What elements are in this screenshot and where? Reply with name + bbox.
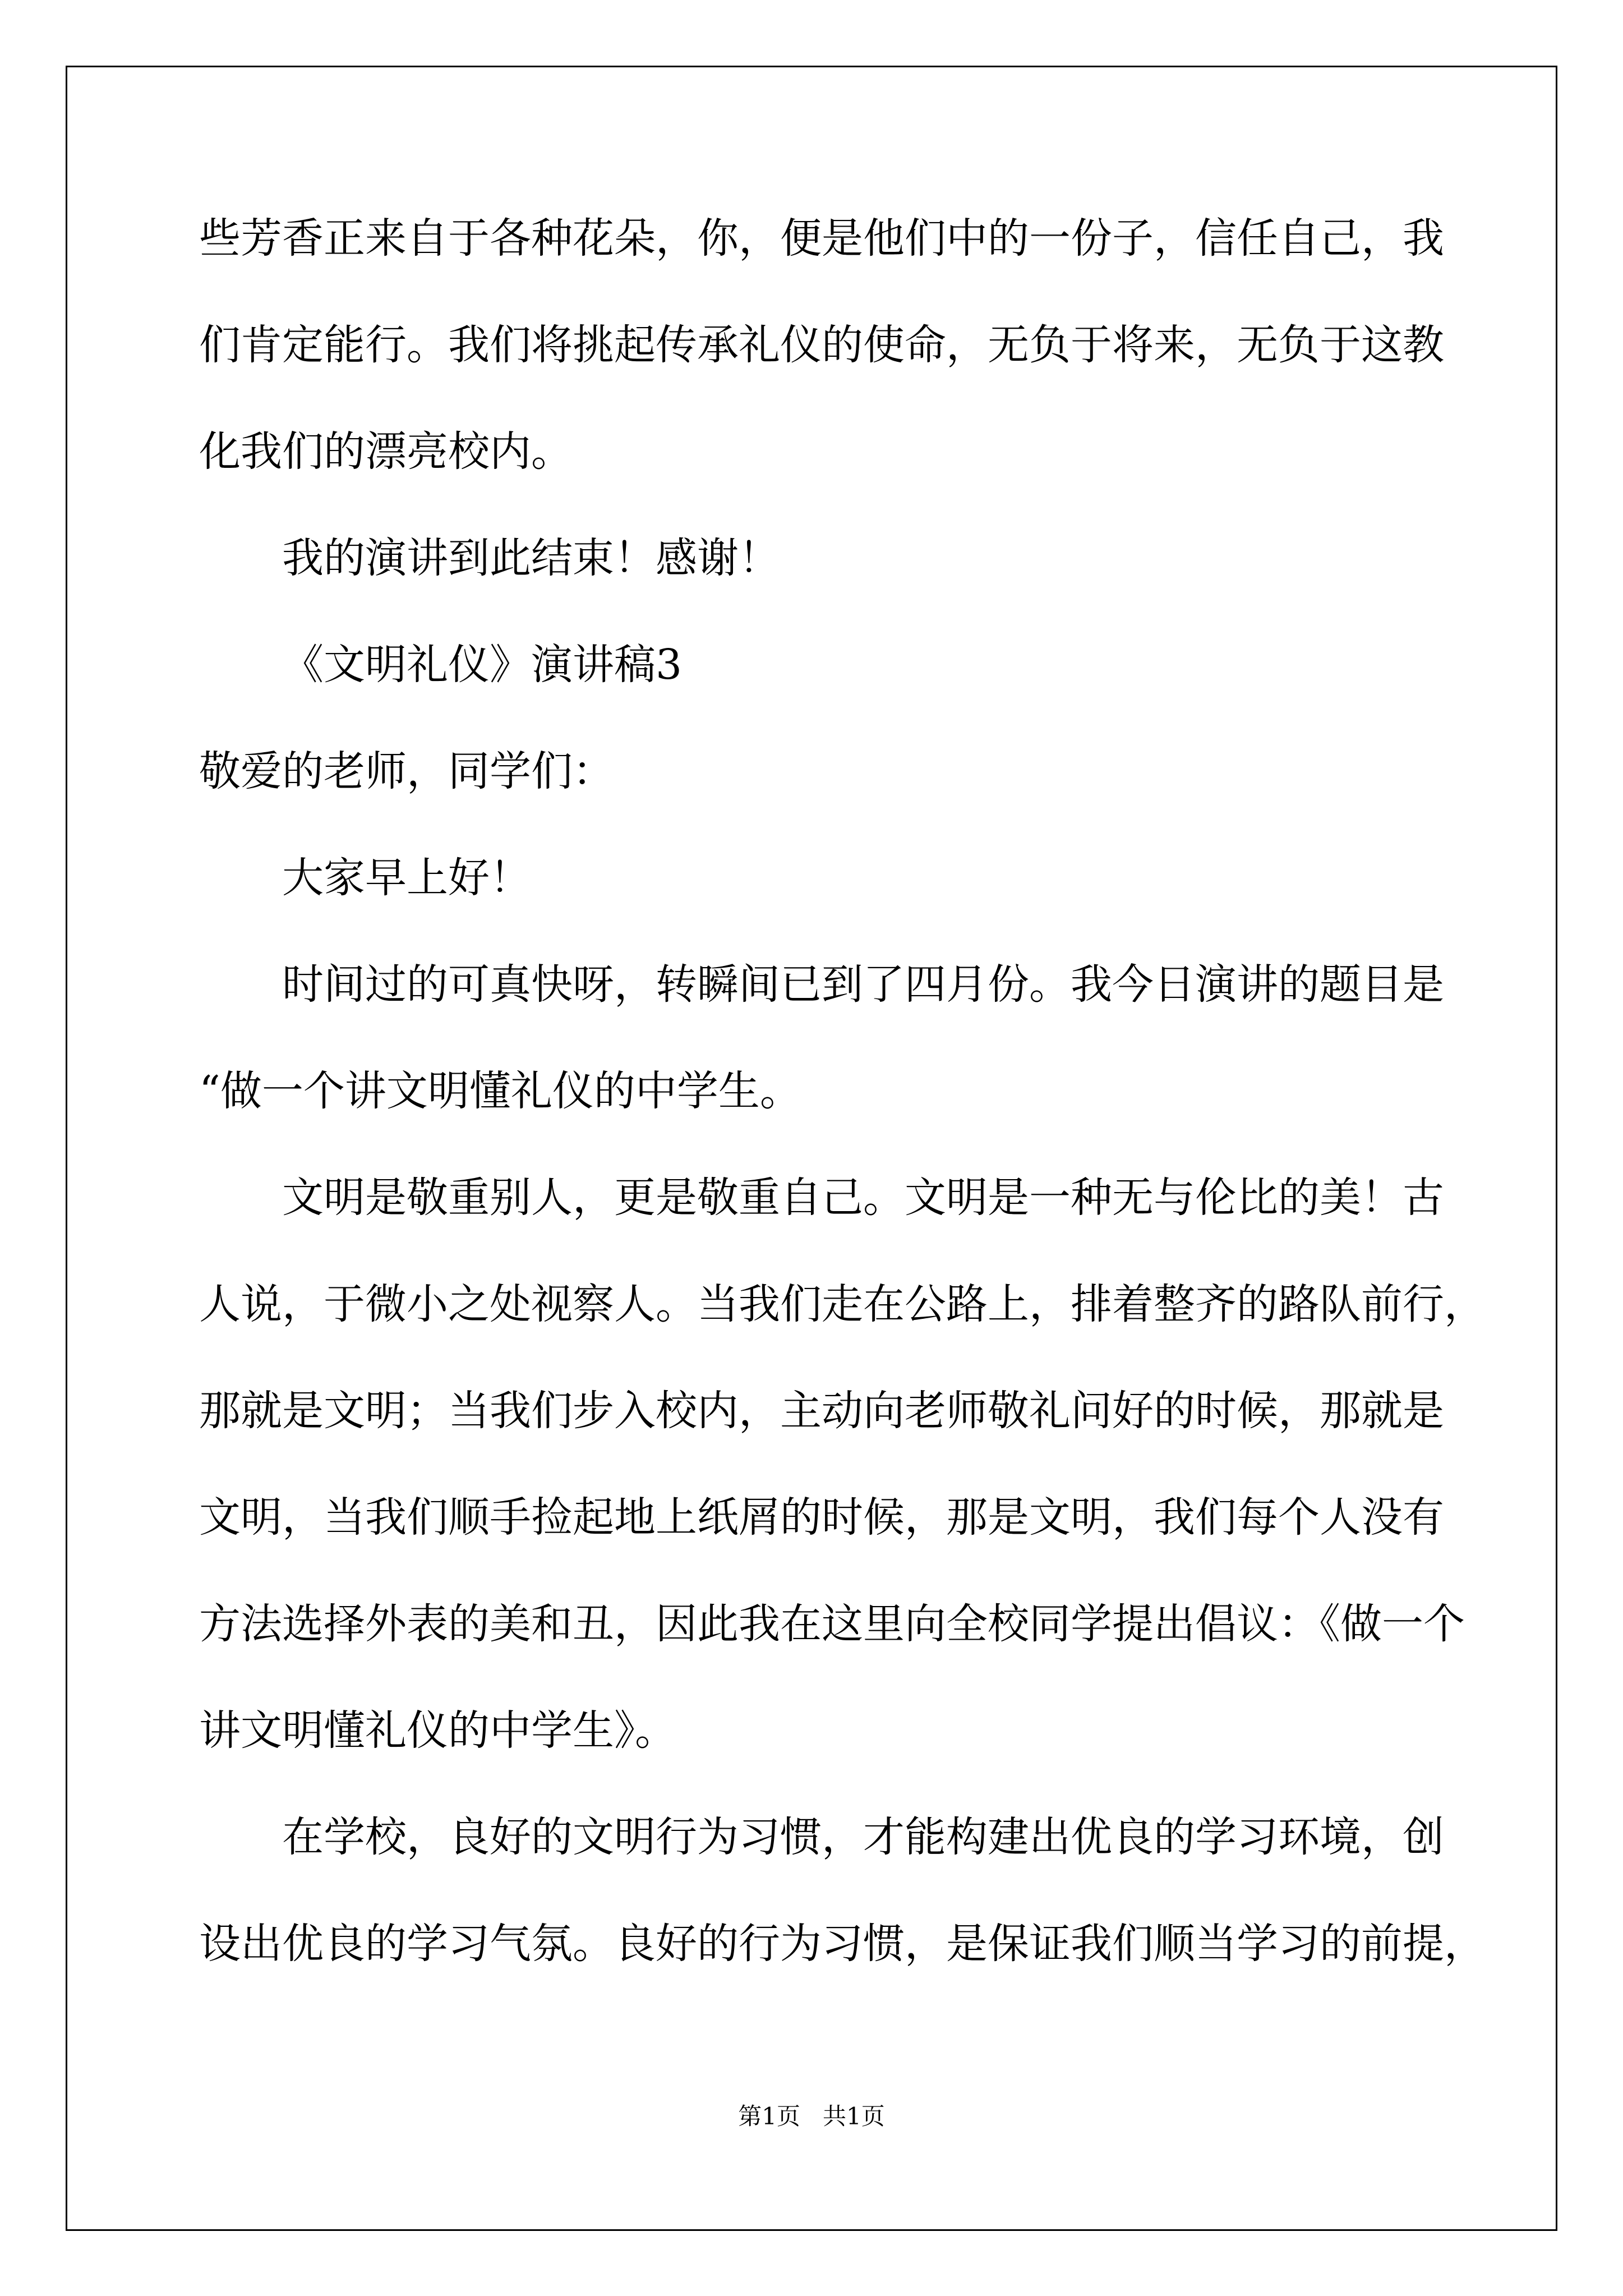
text-line: 们肯定能行。我们将挑起传承礼仪的使命，无负于将来，无负于这教 (199, 321, 1444, 369)
page-footer (0, 2098, 1623, 2132)
text-line: 我的演讲到此结束！感谢！ (282, 534, 780, 582)
text-line: 在学校，良好的文明行为习惯，才能构建出优良的学习环境，创 (282, 1813, 1444, 1861)
text-line: 文明，当我们顺手捡起地上纸屑的时候，那是文明，我们每个人没有 (199, 1493, 1444, 1542)
text-line: 时间过的可真快呀，转瞬间已到了四月份。我今日演讲的题目是 (282, 960, 1444, 1009)
text-line: 那就是文明；当我们步入校内，主动向老师敬礼问好的时候，那就是 (199, 1387, 1444, 1435)
page-total: 共1页 (823, 2102, 885, 2130)
greeting: 大家早上好！ (282, 854, 531, 902)
text-line: 化我们的漂亮校内。 (199, 427, 573, 476)
text-line: 文明是敬重别人，更是敬重自己。文明是一种无与伦比的美！古 (282, 1174, 1444, 1222)
document-body (199, 214, 1486, 2030)
text-line: 设出优良的学习气氛。良好的行为习惯，是保证我们顺当学习的前提， (199, 1920, 1486, 1968)
page-number: 第1页 (738, 2102, 800, 2130)
salutation: 敬爱的老师，同学们： (199, 747, 614, 795)
text-line: 些芳香正来自于各种花朵，你，便是他们中的一份子，信任自己，我 (199, 214, 1444, 263)
text-line: 方法选择外表的美和丑，因此我在这里向全校同学提出倡议：《做一个 (199, 1600, 1465, 1648)
section-heading: 《文明礼仪》演讲稿3 (282, 641, 683, 689)
text-line: 人说，于微小之处视察人。当我们走在公路上，排着整齐的路队前行， (199, 1280, 1486, 1328)
text-line: 讲文明懂礼仪的中学生》。 (199, 1706, 676, 1755)
text-line: “做一个讲文明懂礼仪的中学生。 (199, 1067, 801, 1115)
